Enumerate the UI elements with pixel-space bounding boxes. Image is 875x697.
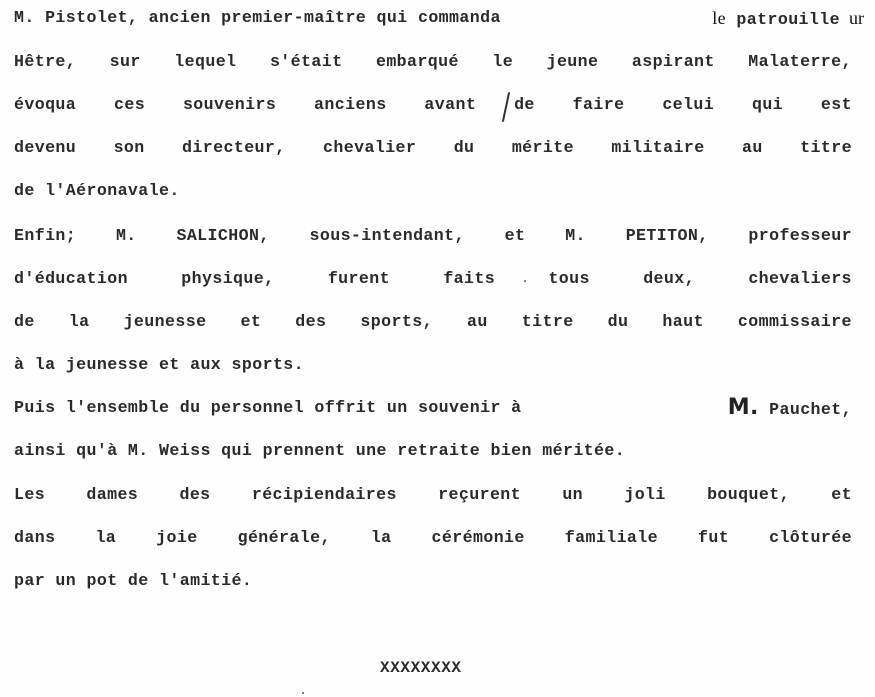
word: récipiendaires	[251, 485, 397, 504]
word: faire	[572, 95, 625, 114]
word: jeune	[546, 52, 599, 71]
word: et	[240, 312, 262, 331]
word: du	[607, 312, 629, 331]
text-line-13	[14, 528, 852, 548]
word: dans	[14, 528, 56, 547]
word: des	[179, 485, 211, 504]
word: titre	[521, 312, 574, 331]
stamped-initial-m: M.	[727, 395, 759, 420]
word: tous	[548, 269, 590, 288]
word: reçurent	[438, 485, 522, 504]
text-line-6	[14, 226, 852, 246]
text-line-2	[14, 52, 852, 72]
inserted-fragment-ur: ur	[849, 8, 864, 28]
text-line-10	[14, 395, 852, 420]
word: embarqué	[375, 52, 459, 71]
word: haut	[662, 312, 704, 331]
word: avant	[424, 95, 477, 114]
inserted-word-le: le	[712, 8, 727, 28]
word: Hêtre,	[14, 52, 77, 71]
word: joli	[624, 485, 666, 504]
word: bouquet,	[707, 485, 790, 504]
word: chevaliers	[748, 269, 852, 288]
word: familiale	[564, 528, 659, 547]
word: commissaire	[737, 312, 852, 331]
word: deux,	[643, 269, 695, 288]
word: aspirant	[631, 52, 715, 71]
word: fut	[698, 528, 730, 547]
word: qui	[751, 95, 784, 114]
line-10-after: Pauchet,	[769, 400, 852, 419]
word: M.	[115, 226, 137, 245]
paper-speck	[302, 692, 304, 694]
word: un	[562, 485, 584, 504]
word: militaire	[611, 138, 705, 157]
word: ces	[114, 95, 146, 114]
word: cérémonie	[431, 528, 525, 547]
text-line-12	[14, 485, 852, 505]
word: au	[467, 312, 488, 331]
word: est	[820, 95, 852, 114]
word: la	[95, 528, 117, 547]
word: générale,	[237, 528, 331, 547]
text-line-4	[14, 138, 852, 158]
word: SALICHON,	[176, 226, 270, 245]
word: mérite	[511, 138, 574, 157]
word: son	[113, 138, 145, 157]
text-line-8	[14, 312, 852, 332]
word: titre	[800, 138, 852, 157]
word: joie	[156, 528, 198, 547]
word: devenu	[14, 138, 77, 157]
word: professeur	[748, 226, 852, 245]
word: sous-intendant,	[309, 226, 465, 245]
word: anciens	[314, 95, 387, 114]
word: le	[492, 52, 514, 71]
word: physique,	[181, 269, 275, 288]
word: sports,	[360, 312, 433, 331]
line-1-patrouille: patrouille	[736, 10, 840, 29]
word: du	[453, 138, 475, 157]
word: faits	[443, 269, 496, 288]
text-line-9: à la jeunesse et aux sports.	[14, 355, 305, 374]
word: souvenirs	[182, 95, 277, 114]
word: furent	[327, 269, 390, 288]
word: de	[514, 95, 535, 114]
word: celui	[662, 95, 715, 114]
word: la	[370, 528, 392, 547]
word: au	[742, 138, 763, 157]
word: PETITON,	[625, 226, 709, 245]
word: et	[831, 485, 852, 504]
word: Malaterre,	[748, 52, 852, 71]
line-10-before: Puis l'ensemble du personnel offrit un souvenir à	[14, 398, 522, 417]
word: évoqua	[14, 95, 77, 114]
text-line-3	[14, 95, 852, 115]
word: M.	[565, 226, 586, 245]
text-line-5: de l'Aéronavale.	[14, 181, 180, 200]
word: et	[504, 226, 526, 245]
word: directeur,	[182, 138, 286, 157]
word: la	[68, 312, 90, 331]
closing-marker: XXXXXXXX	[380, 659, 462, 677]
word: d'éducation	[14, 269, 128, 288]
word: s'était	[269, 52, 343, 71]
word: sur	[109, 52, 141, 71]
word: des	[295, 312, 327, 331]
word: jeunesse	[123, 312, 207, 331]
line-1-typed-start: M. Pistolet, ancien premier-maître qui commanda	[14, 8, 501, 27]
word: chevalier	[323, 138, 417, 157]
word: dames	[86, 485, 139, 504]
word: de	[14, 312, 35, 331]
word: clôturée	[769, 528, 852, 547]
paper-speck	[524, 280, 526, 282]
word: Enfin;	[14, 226, 77, 245]
text-line-11: ainsi qu'à M. Weiss qui prennent une retraite bien méritée.	[14, 441, 626, 460]
text-line-7	[14, 269, 852, 289]
text-line-14: par un pot de l'amitié.	[14, 571, 253, 590]
text-line-1	[14, 8, 840, 30]
word: Les	[14, 485, 46, 504]
word: lequel	[174, 52, 237, 71]
